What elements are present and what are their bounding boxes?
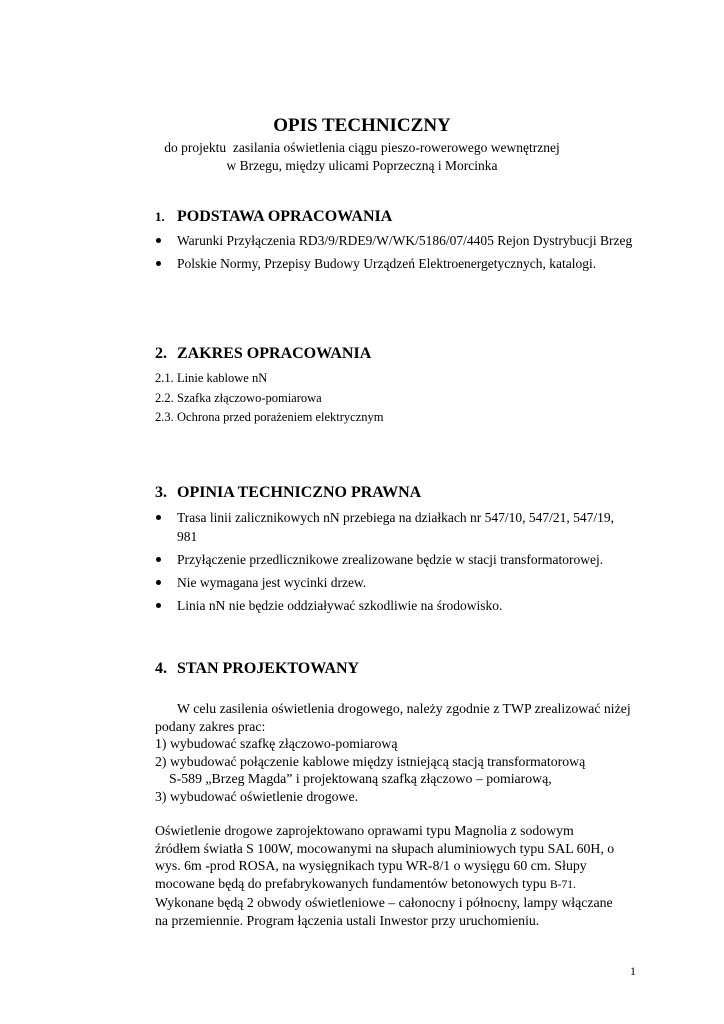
list-item xyxy=(155,550,625,569)
text-line: Wykonane będą 2 obwody oświetleniowe – całonocny i północny, lampy włączane xyxy=(155,895,613,911)
section-title: PODSTAWA OPRACOWANIA xyxy=(177,208,393,225)
section-3-bullets xyxy=(155,508,625,619)
subtitle-line-1: do projektu zasilania oświetlenia ciągu pieszo-rowerowego wewnętrznej xyxy=(164,140,560,155)
list-item xyxy=(155,408,384,428)
bullet-icon xyxy=(156,580,161,585)
item-number: 2.1. xyxy=(155,371,174,385)
fundament-type-label: B-71. xyxy=(550,878,576,891)
item-text: Ochrona przed porażeniem elektrycznym xyxy=(177,410,384,424)
item-text: Szafka złączowo-pomiarowa xyxy=(177,390,322,405)
list-item-text: Trasa linii zalicznikowych nN przebiega na działkach nr 547/10, 547/21, 547/19, 981 xyxy=(177,510,615,544)
page-number: 1 xyxy=(630,964,636,978)
section-1-heading xyxy=(155,208,392,226)
bullet-icon xyxy=(156,557,161,562)
section-title: OPINIA TECHNICZNO PRAWNA xyxy=(177,484,422,501)
list-item-text: Warunki Przyłączenia RD3/9/RDE9/W/WK/5186/07/4405 Rejon Dystrybucji Brzeg xyxy=(177,233,633,248)
bullet-icon xyxy=(156,515,161,520)
section-number: 3. xyxy=(155,484,167,501)
text-line-main: mocowane będą do prefabrykowanych fundamentów betonowych typu xyxy=(155,875,551,891)
item-number: 2.2. xyxy=(155,390,174,405)
section-2-heading xyxy=(155,345,371,363)
list-item xyxy=(155,573,625,592)
section-title: STAN PROJEKTOWANY xyxy=(177,660,360,677)
section-4-paragraph-1 xyxy=(155,700,645,806)
text-line: 3) wybudować oświetlenie drogowe. xyxy=(155,788,359,804)
text-line: 1) wybudować szafkę złączowo-pomiarową xyxy=(155,736,398,752)
list-item-text: Linia nN nie będzie oddziaływać szkodliwie na środowisko. xyxy=(177,598,503,613)
list-item-text: Nie wymagana jest wycinki drzew. xyxy=(177,575,367,590)
list-item xyxy=(155,231,655,250)
list-item xyxy=(155,508,625,546)
list-item xyxy=(155,254,655,273)
section-number: 2. xyxy=(155,345,167,362)
section-number: 4. xyxy=(155,660,167,677)
bullet-icon xyxy=(156,238,161,243)
section-4-heading xyxy=(155,660,359,678)
document-title: OPIS TECHNICZNY xyxy=(273,115,451,136)
text-line: na przemiennie. Program łączenia ustali Inwestor przy uruchomieniu. xyxy=(155,912,540,928)
section-2-list xyxy=(155,369,384,428)
list-item xyxy=(155,369,384,389)
text-line: Oświetlenie drogowe zaprojektowano oprawami typu Magnolia z sodowym xyxy=(155,823,574,838)
section-4-paragraph-2 xyxy=(155,822,645,930)
list-item-text: Polskie Normy, Przepisy Budowy Urządzeń Elektroenergetycznych, katalogi. xyxy=(177,256,597,271)
section-3-heading xyxy=(155,484,421,502)
text-line: 2) wybudować połączenie kablowe między istniejącą stacją transformatorową xyxy=(155,753,586,769)
bullet-icon xyxy=(156,261,161,266)
item-text: Linie kablowe nN xyxy=(177,371,268,385)
text-line: S-589 „Brzeg Magda” i projektowaną szafką złączowo – pomiarową, xyxy=(169,771,552,787)
list-item xyxy=(155,389,384,409)
section-title: ZAKRES OPRACOWANIA xyxy=(177,345,372,362)
section-number: 1. xyxy=(155,209,165,224)
list-item-text: Przyłączenie przedlicznikowe zrealizowane będzie w stacji transformatorowej. xyxy=(177,552,604,567)
text-line: W celu zasilenia oświetlenia drogowego, należy zgodnie z TWP zrealizować niżej xyxy=(177,701,631,716)
list-item xyxy=(155,596,625,615)
subtitle-line-2: w Brzegu, między ulicami Poprzeczną i Morcinka xyxy=(226,158,498,173)
item-number: 2.3. xyxy=(155,410,174,424)
text-line: źródłem światła S 100W, mocowanymi na słupach aluminiowych typu SAL 60H, o xyxy=(155,840,615,856)
bullet-icon xyxy=(156,603,161,608)
section-1-bullets xyxy=(155,231,655,277)
text-line xyxy=(155,875,645,895)
text-line: wys. 6m -prod ROSA, na wysięgnikach typu WR-8/1 o wysięgu 60 cm. Słupy xyxy=(155,858,587,874)
text-line: podany zakres prac: xyxy=(155,718,266,734)
